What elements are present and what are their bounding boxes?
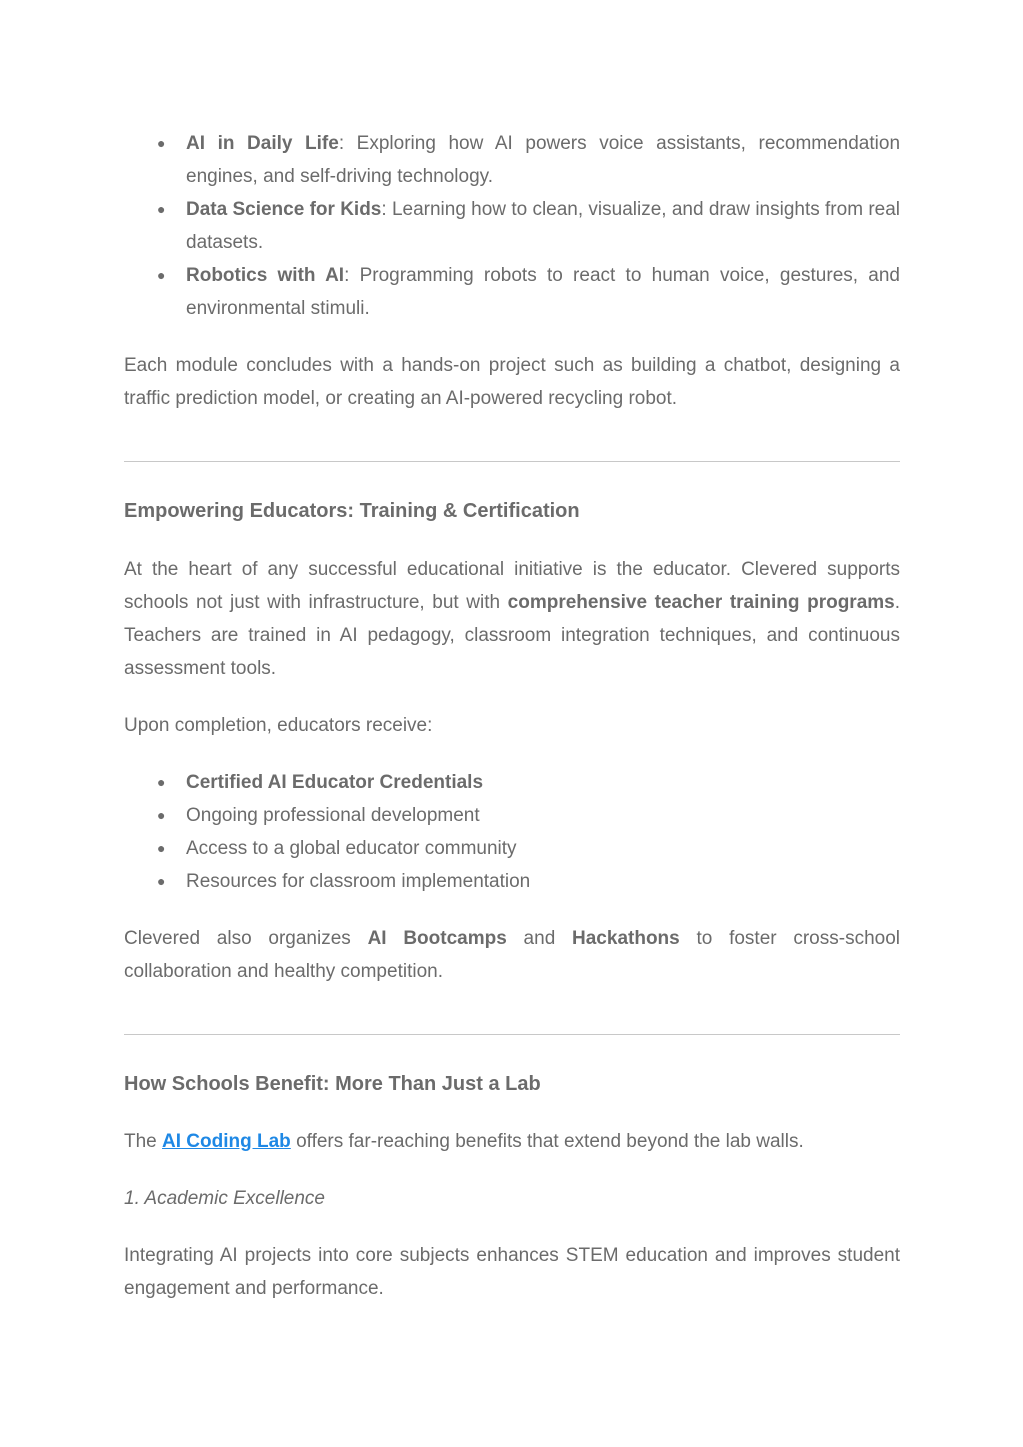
module-text: : Learning how to clean, visualize, and draw insights from real datasets. [186,199,900,253]
schools-intro [124,1125,900,1158]
academic-excellence-subheading: 1. Academic Excellence [124,1188,326,1209]
educators-heading: Empowering Educators: Training & Certification [124,500,580,522]
list-item [124,832,900,865]
benefit-text: Certified AI Educator Credentials [186,772,484,793]
list-item [124,127,900,193]
list-item [124,799,900,832]
events-bold-bootcamps: AI Bootcamps [367,928,507,949]
benefit-text: Access to a global educator community [186,838,517,859]
schools-intro-text: The [124,1131,163,1152]
benefit-text: Ongoing professional development [186,805,480,826]
document-page [124,127,900,1305]
list-item [124,865,900,898]
bullet-icon: ● [157,135,166,151]
module-summary: Each module concludes with a hands-on project such as building a chatbot, designing a traffic prediction model, or creating an AI-powered recycling robot. [124,355,900,409]
schools-heading: How Schools Benefit: More Than Just a Lab [124,1073,541,1095]
educators-intro-text: At the heart of any successful educational initiative is the educator. Clevered supports schools not just with infrastructure, but with [124,559,900,613]
events-text: Clevered also organizes [124,928,368,949]
benefit-text: Resources for classroom implementation [186,871,531,892]
educators-intro-text-end: . Teachers are trained in AI pedagogy, classroom integration techniques, and continuous assessment tools. [124,592,901,679]
events-paragraph [124,922,900,988]
section-divider [124,1034,900,1035]
educators-intro-bold: comprehensive teacher training programs [507,592,895,613]
bullet-icon: ● [157,201,166,217]
list-item [124,193,900,259]
module-title: Robotics with AI [186,265,345,286]
module-text: : Programming robots to react to human voice, gestures, and environmental stimuli. [186,265,900,319]
ai-coding-lab-link[interactable]: AI Coding Lab [162,1131,291,1152]
module-title: AI in Daily Life [186,133,339,154]
bullet-icon: ● [157,774,166,790]
events-text-and: and [506,928,573,949]
academic-excellence-paragraph: Integrating AI projects into core subjects enhances STEM education and improves student engagement and performance. [124,1245,900,1299]
events-text-end: to foster cross-school collaboration and healthy competition. [124,928,901,982]
bullet-icon: ● [157,807,166,823]
section-divider [124,461,900,462]
module-title: Data Science for Kids [186,199,382,220]
module-text: : Exploring how AI powers voice assistants, recommendation engines, and self-driving technology. [186,133,901,187]
educators-intro [124,553,900,685]
list-item [124,259,900,325]
module-list [124,127,900,325]
events-bold-hackathons: Hackathons [572,928,680,949]
bullet-icon: ● [157,873,166,889]
schools-intro-text-end: offers far-reaching benefits that extend beyond the lab walls. [290,1131,804,1152]
educator-benefits-list [124,766,900,898]
completion-intro: Upon completion, educators receive: [124,715,433,736]
bullet-icon: ● [157,267,166,283]
list-item [124,766,900,799]
bullet-icon: ● [157,840,166,856]
